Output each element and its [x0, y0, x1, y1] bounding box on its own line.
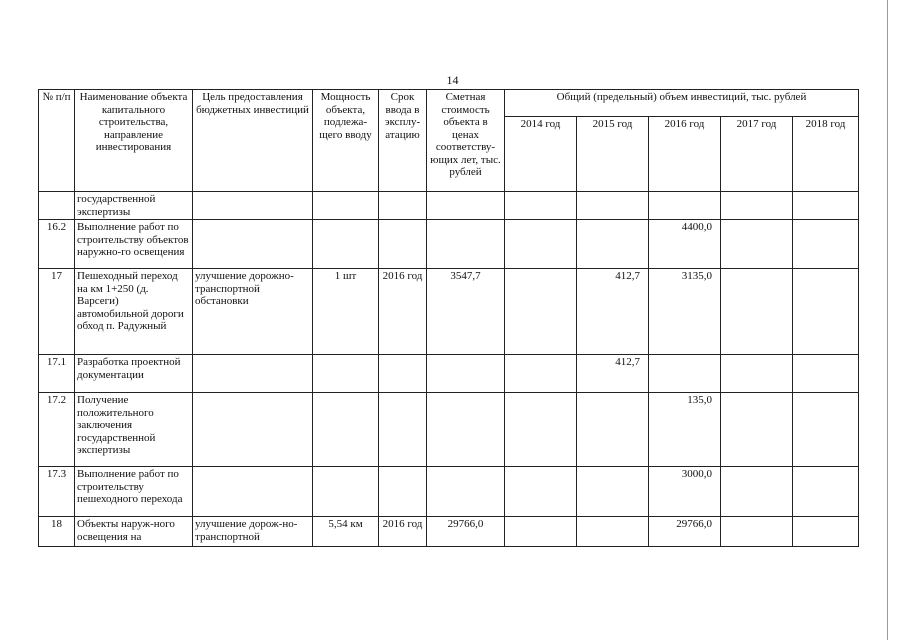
cell-term: [379, 192, 427, 220]
cell-year-2018: [793, 220, 859, 269]
header-name: Наименование объекта капитального строительства, направление инвестирования: [75, 90, 193, 192]
cell-cost: [427, 355, 505, 393]
cell-capacityear-: [313, 393, 379, 467]
header-cost: Сметная стоимость объекта в ценах соответству-ющих лет, тыс. рублей: [427, 90, 505, 192]
cell-year-2017: [721, 269, 793, 355]
cell-year-2017: [721, 393, 793, 467]
table-row: [39, 269, 859, 355]
cell-purpose: улучшение дорожно-транспортной обстановки: [193, 269, 313, 355]
cell-year-2014: [505, 192, 577, 220]
cell-num: 17.3: [39, 467, 75, 517]
table-row: [39, 355, 859, 393]
cell-year-2018: [793, 393, 859, 467]
cell-year-2017: [721, 467, 793, 517]
cell-capacityear-: 1 шт: [313, 269, 379, 355]
cell-term: [379, 220, 427, 269]
cell-name: государственной экспертизы: [75, 192, 193, 220]
cell-num: [39, 192, 75, 220]
header-num: № п/п: [39, 90, 75, 192]
cell-term: 2016 год: [379, 517, 427, 547]
header-year-2017: 2017 год: [721, 117, 793, 192]
cell-year-2018: [793, 192, 859, 220]
cell-num: 17.2: [39, 393, 75, 467]
cell-num: 17.1: [39, 355, 75, 393]
cell-capacityear-: [313, 192, 379, 220]
header-capacity: Мощность объекта, подлежа-щего вводу: [313, 90, 379, 192]
cell-year-2015: [577, 220, 649, 269]
cell-year-2014: [505, 269, 577, 355]
cell-name: Объекты наруж-ного освещения на: [75, 517, 193, 547]
header-year-2015: 2015 год: [577, 117, 649, 192]
table-row: [39, 192, 859, 220]
table-body: [39, 192, 859, 547]
cell-year-2018: [793, 467, 859, 517]
cell-term: [379, 355, 427, 393]
cell-cost: 3547,7: [427, 269, 505, 355]
cell-purpose: [193, 192, 313, 220]
header-row-top: [39, 90, 859, 117]
cell-year-2017: [721, 355, 793, 393]
header-purpose: Цель предоставления бюджетных инвестиций: [193, 90, 313, 192]
cell-capacityear-: 5,54 км: [313, 517, 379, 547]
cell-year-2016: 3135,0: [649, 269, 721, 355]
cell-capacityear-: [313, 220, 379, 269]
table-row: [39, 220, 859, 269]
cell-year-2015: 412,7: [577, 269, 649, 355]
table-row: [39, 393, 859, 467]
cell-cost: [427, 393, 505, 467]
header-year-2018: 2018 год: [793, 117, 859, 192]
cell-year-2015: [577, 517, 649, 547]
cell-year-2016: [649, 355, 721, 393]
cell-term: [379, 467, 427, 517]
cell-year-2014: [505, 467, 577, 517]
cell-year-2016: 3000,0: [649, 467, 721, 517]
cell-year-2018: [793, 269, 859, 355]
cell-year-2018: [793, 517, 859, 547]
cell-num: 17: [39, 269, 75, 355]
cell-year-2017: [721, 192, 793, 220]
cell-year-2016: 29766,0: [649, 517, 721, 547]
header-year-2016: 2016 год: [649, 117, 721, 192]
table-row: [39, 517, 859, 547]
cell-num: 16.2: [39, 220, 75, 269]
cell-year-2014: [505, 517, 577, 547]
header-total: Общий (предельный) объем инвестиций, тыс. рублей: [505, 90, 859, 117]
cell-purpose: [193, 355, 313, 393]
cell-year-2016: 4400,0: [649, 220, 721, 269]
page-number: 14: [446, 73, 459, 87]
cell-year-2017: [721, 517, 793, 547]
cell-purpose: [193, 393, 313, 467]
scan-edge-line: [887, 0, 888, 640]
cell-name: Получение положительного заключения государственной экспертизы: [75, 393, 193, 467]
cell-name: Выполнение работ по строительству пешеходного перехода: [75, 467, 193, 517]
investment-table: [38, 89, 859, 547]
cell-purpose: [193, 220, 313, 269]
cell-year-2014: [505, 220, 577, 269]
cell-cost: [427, 192, 505, 220]
cell-cost: [427, 220, 505, 269]
cell-cost: [427, 467, 505, 517]
cell-year-2015: [577, 192, 649, 220]
cell-cost: 29766,0: [427, 517, 505, 547]
cell-capacityear-: [313, 467, 379, 517]
cell-name: Выполнение работ по строительству объектов наружно-го освещения: [75, 220, 193, 269]
table-row: [39, 467, 859, 517]
cell-term: 2016 год: [379, 269, 427, 355]
cell-year-2014: [505, 355, 577, 393]
cell-num: 18: [39, 517, 75, 547]
cell-capacityear-: [313, 355, 379, 393]
header-year-2014: 2014 год: [505, 117, 577, 192]
cell-term: [379, 393, 427, 467]
cell-year-2015: [577, 393, 649, 467]
cell-name: Разработка проектной документации: [75, 355, 193, 393]
cell-year-2015: [577, 467, 649, 517]
cell-purpose: [193, 467, 313, 517]
cell-year-2017: [721, 220, 793, 269]
cell-purpose: улучшение дорож-но-транспортной: [193, 517, 313, 547]
cell-year-2018: [793, 355, 859, 393]
header-term: Срок ввода в эксплу-атацию: [379, 90, 427, 192]
cell-year-2015: 412,7: [577, 355, 649, 393]
cell-year-2016: [649, 192, 721, 220]
cell-name: Пешеходный переход на км 1+250 (д. Варсеги) автомобильной дороги обход п. Радужный: [75, 269, 193, 355]
cell-year-2016: 135,0: [649, 393, 721, 467]
cell-year-2014: [505, 393, 577, 467]
